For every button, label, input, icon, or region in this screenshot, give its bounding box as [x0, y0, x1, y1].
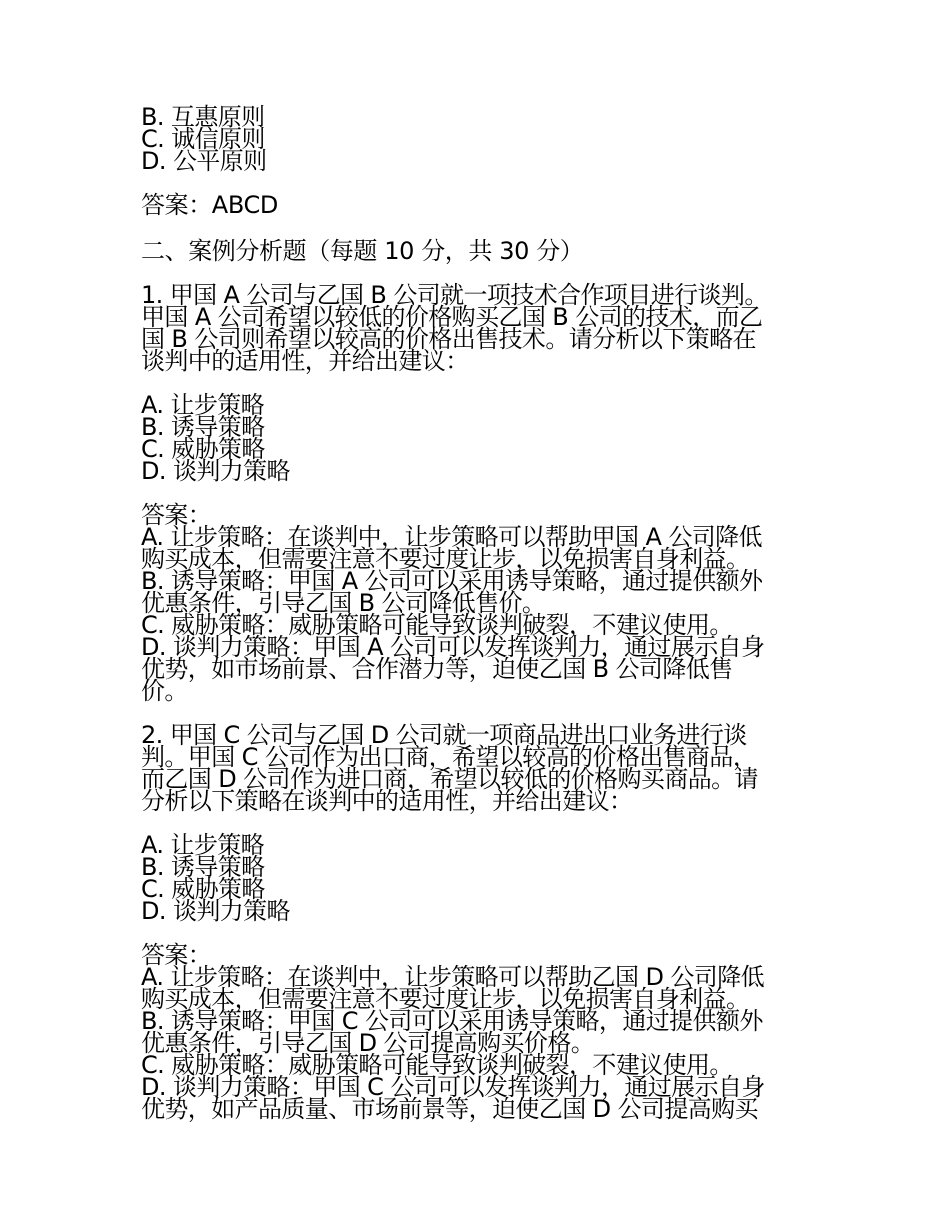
stem-line: 分析以下策略在谈判中的适用性，并给出建议： [141, 787, 633, 815]
answer-line: 答案： [141, 941, 212, 969]
stem-line: 甲国 A 公司希望以较低的价格购买乙国 B 公司的技术，而乙 [141, 303, 763, 331]
section1-options [141, 103, 801, 175]
option-line: B. 诱导策略 [141, 413, 265, 441]
document-page [141, 103, 801, 1123]
option-line: D. 谈判力策略 [141, 897, 290, 925]
question-1-stem [141, 281, 801, 375]
question-1-answer [141, 501, 801, 705]
answer-line: B. 诱导策略：甲国 A 公司可以采用诱导策略，通过提供额外 [141, 567, 763, 595]
stem-line: 判。甲国 C 公司作为出口商，希望以较高的价格出售商品， [141, 743, 757, 771]
answer-line: C. 威胁策略：威胁策略可能导致谈判破裂，不建议使用。 [141, 1051, 733, 1079]
option-line: A. 让步策略 [141, 831, 265, 859]
answer-line: 优势，如产品质量、市场前景等，迫使乙国 D 公司提高购买 [141, 1095, 758, 1123]
stem-line: 2. 甲国 C 公司与乙国 D 公司就一项商品进出口业务进行谈 [141, 721, 747, 749]
answer-line: 优惠条件，引导乙国 B 公司降低售价。 [141, 589, 546, 617]
answer-line: 优势，如市场前景、合作潜力等，迫使乙国 B 公司降低售 [141, 655, 733, 683]
answer-line: 价。 [141, 677, 188, 705]
option-line: A. 让步策略 [141, 391, 265, 419]
stem-line: 而乙国 D 公司作为进口商，希望以较低的价格购买商品。请 [141, 765, 758, 793]
option-line: C. 诚信原则 [141, 125, 265, 153]
stem-line: 1. 甲国 A 公司与乙国 B 公司就一项技术合作项目进行谈判。 [141, 281, 768, 309]
option-line: B. 诱导策略 [141, 853, 265, 881]
answer-line: 购买成本，但需要注意不要过度让步，以免损害自身利益。 [141, 545, 750, 573]
question-2-answer [141, 941, 801, 1123]
answer-line: D. 谈判力策略：甲国 C 公司可以发挥谈判力，通过展示自身 [141, 1073, 765, 1101]
answer-line: 答案： [141, 501, 212, 529]
stem-line: 国 B 公司则希望以较高的价格出售技术。请分析以下策略在 [141, 325, 756, 353]
answer-line: A. 让步策略：在谈判中，让步策略可以帮助甲国 A 公司降低 [141, 523, 762, 551]
answer-line: 购买成本，但需要注意不要过度让步，以免损害自身利益。 [141, 985, 750, 1013]
answer-line: C. 威胁策略：威胁策略可能导致谈判破裂，不建议使用。 [141, 611, 733, 639]
answer-line: 优惠条件，引导乙国 D 公司提高购买价格。 [141, 1029, 595, 1057]
option-line: C. 威胁策略 [141, 435, 265, 463]
question-2-options [141, 831, 801, 925]
answer-line: B. 诱导策略：甲国 C 公司可以采用诱导策略，通过提供额外 [141, 1007, 763, 1035]
section2-title: 二、案例分析题（每题 10 分，共 30 分） [141, 237, 584, 265]
question-2-stem [141, 721, 801, 815]
answer-line: D. 谈判力策略：甲国 A 公司可以发挥谈判力，通过展示自身 [141, 633, 765, 661]
option-line: D. 谈判力策略 [141, 457, 290, 485]
option-line: C. 威胁策略 [141, 875, 265, 903]
question-1-options [141, 391, 801, 485]
answer-line: A. 让步策略：在谈判中，让步策略可以帮助乙国 D 公司降低 [141, 963, 764, 991]
stem-line: 谈判中的适用性，并给出建议： [141, 347, 469, 375]
section1-answer: 答案：ABCD [141, 191, 278, 219]
option-line: D. 公平原则 [141, 147, 267, 175]
option-line: B. 互惠原则 [141, 103, 265, 131]
